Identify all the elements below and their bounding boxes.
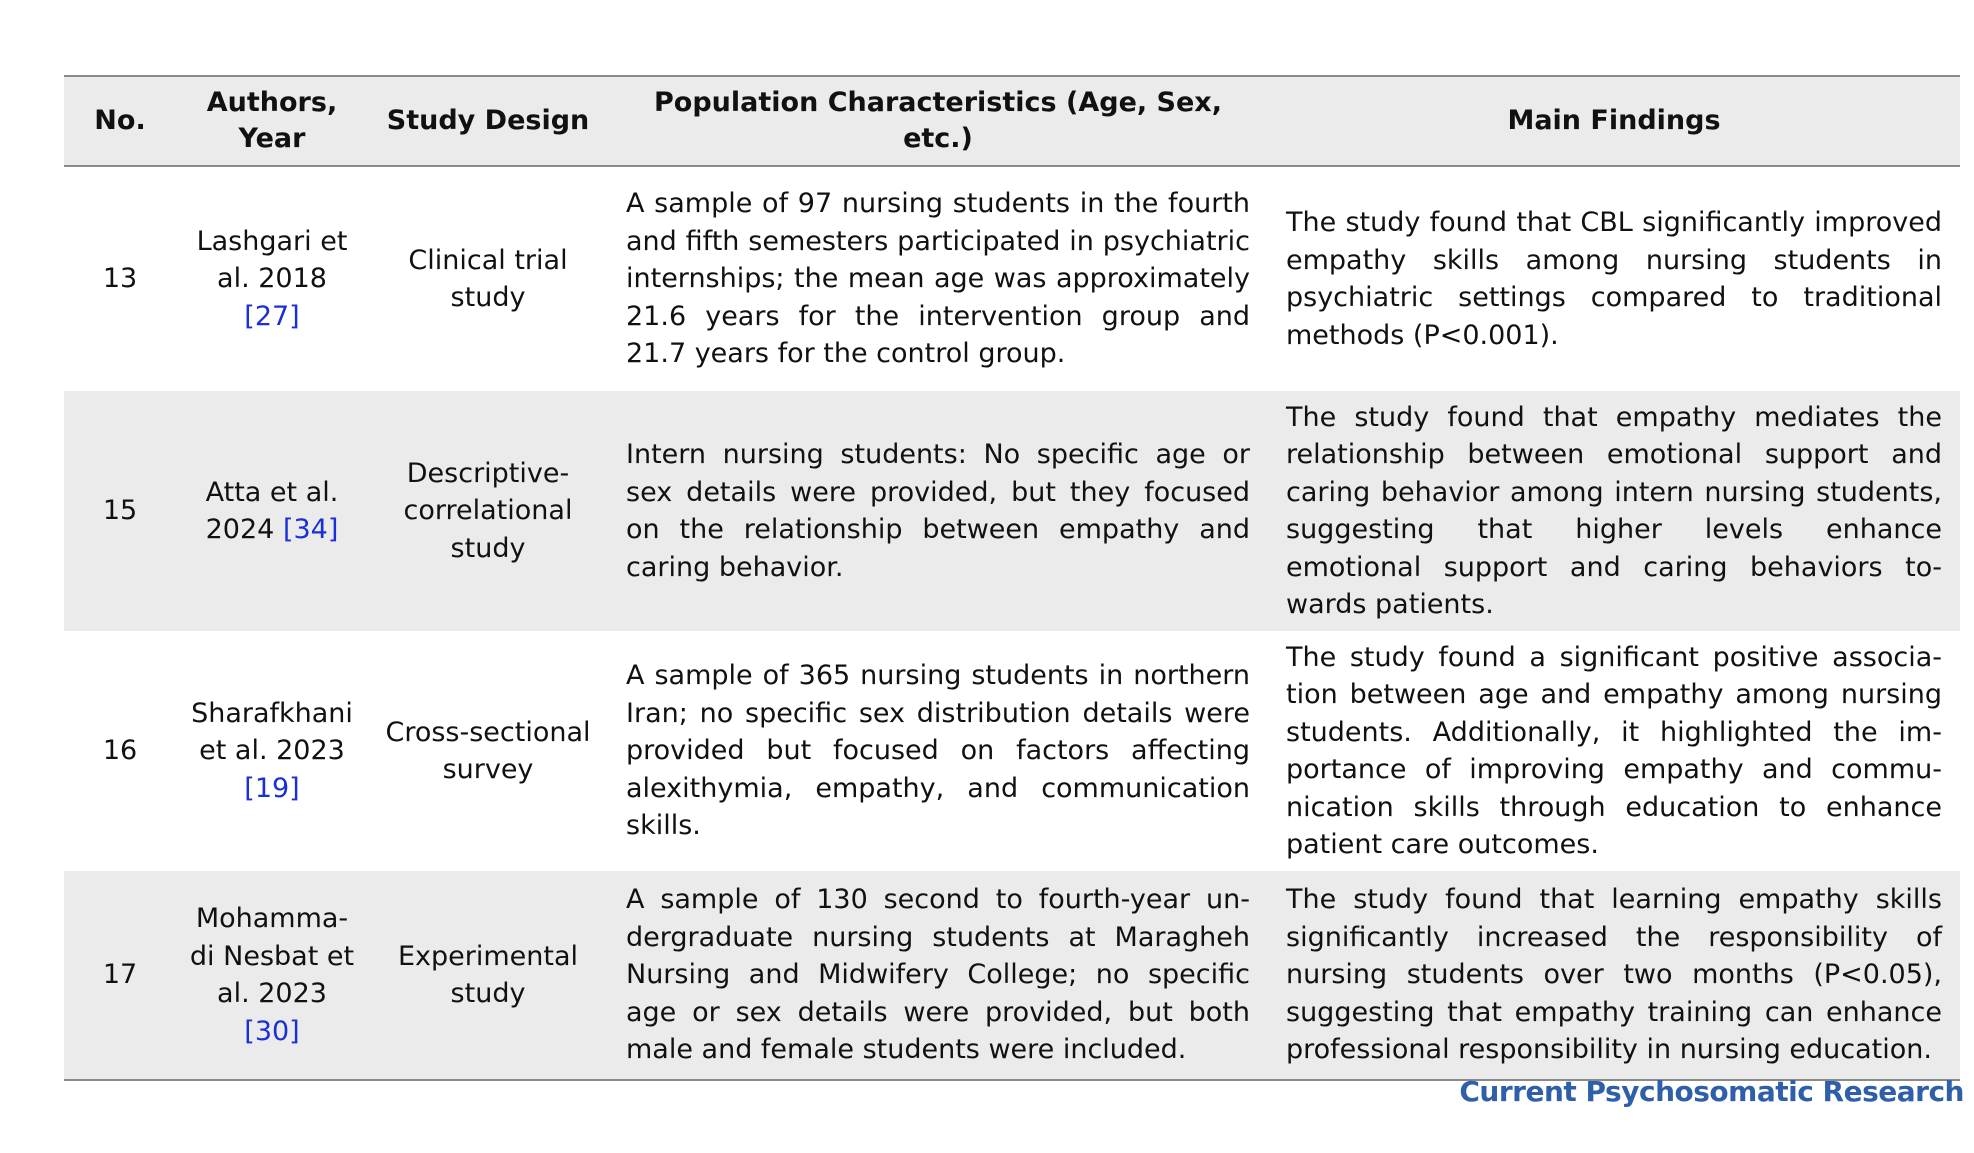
cell-authors — [176, 871, 368, 1080]
cell-no: 13 — [102, 263, 138, 295]
cell-population: A sample of 97 nursing students in the fourth and fifth semesters participated in psychiatric internships; the mean age was approximately 21.6 years for the intervention group and 21.7 years for the control group. — [626, 188, 1250, 370]
review-table-page — [64, 75, 1960, 1081]
cell-main-findings: The study found a significant positive association between age and empathy among nursing students. Additionally, it highlighted the importance of improving empathy and communication skills through education to enhance patient care outcomes. — [1286, 641, 1942, 860]
cell-main-findings: The study found that empathy mediates the relationship between emotional support and caring behavior among intern nursing students, suggesting that higher levels enhance emotional support and caring behaviors towards patients. — [1286, 401, 1942, 620]
authors-text: Atta et al. 2024 — [205, 476, 339, 545]
cell-study-design: Cross-sectional survey — [385, 716, 591, 785]
reference-link[interactable]: [34] — [282, 514, 339, 545]
cell-main-findings: The study found that learning empathy skills significantly increased the responsibility of nursing students over two months (P<0.05), suggesting that empathy training can enhance professional responsibility in nursing education. — [1286, 884, 1942, 1066]
table-header — [64, 76, 1960, 166]
table-row — [64, 871, 1960, 1080]
cell-population: A sample of 130 second to fourth-year undergraduate nursing students at Maragheh Nursing and Midwifery College; no specific age or sex details were provided, but both male and female students were included. — [626, 884, 1250, 1066]
cell-no: 15 — [102, 495, 138, 527]
table-body — [64, 166, 1960, 1080]
cell-main-findings: The study found that CBL significantly improved empathy skills among nursing students in psychiatric settings compared to traditional methods (P<0.001). — [1286, 207, 1942, 351]
authors-text: Sharafkhani et al. 2023 — [191, 697, 353, 767]
cell-authors — [176, 166, 368, 391]
header-authors-year — [176, 76, 368, 166]
cell-study-design: Experimental study — [397, 940, 579, 1009]
reference-link[interactable]: [19] — [244, 772, 300, 804]
header-row — [64, 76, 1960, 166]
header-population: Population Characteristics (Age, Sex, etc.) — [654, 87, 1222, 154]
table-row — [64, 166, 1960, 391]
cell-study-design: Clinical trial study — [408, 244, 568, 313]
header-authors: Authors, — [206, 87, 338, 118]
cell-population: Intern nursing students: No specific age or sex details were provided, but they focused on the relationship between empathy and caring behavior. — [626, 439, 1250, 583]
header-main-findings: Main Findings — [1507, 105, 1721, 136]
authors-text: Lashgari et al. 2018 — [196, 225, 348, 295]
cell-authors — [176, 631, 368, 871]
cell-population: A sample of 365 nursing students in northern Iran; no specific sex distribution details were provided but focused on factors affecting alexithymia, empathy, and communication skills. — [626, 660, 1250, 842]
reference-link[interactable]: [27] — [244, 300, 300, 332]
reference-link[interactable]: [30] — [244, 1015, 300, 1047]
study-findings-table — [64, 75, 1960, 1081]
cell-no: 17 — [102, 959, 138, 991]
cell-no: 16 — [102, 735, 138, 767]
header-study-design: Study Design — [386, 105, 590, 136]
table-row — [64, 631, 1960, 871]
authors-text: Mohamma-di Nesbat et al. 2023 — [189, 903, 355, 1009]
cell-authors — [176, 391, 368, 631]
table-row — [64, 391, 1960, 631]
journal-logo-text: Current Psychosomatic Research — [1459, 1075, 1964, 1108]
header-year: Year — [238, 123, 306, 154]
cell-study-design: Descriptive-correlational study — [403, 457, 573, 564]
header-no: No. — [94, 105, 146, 136]
